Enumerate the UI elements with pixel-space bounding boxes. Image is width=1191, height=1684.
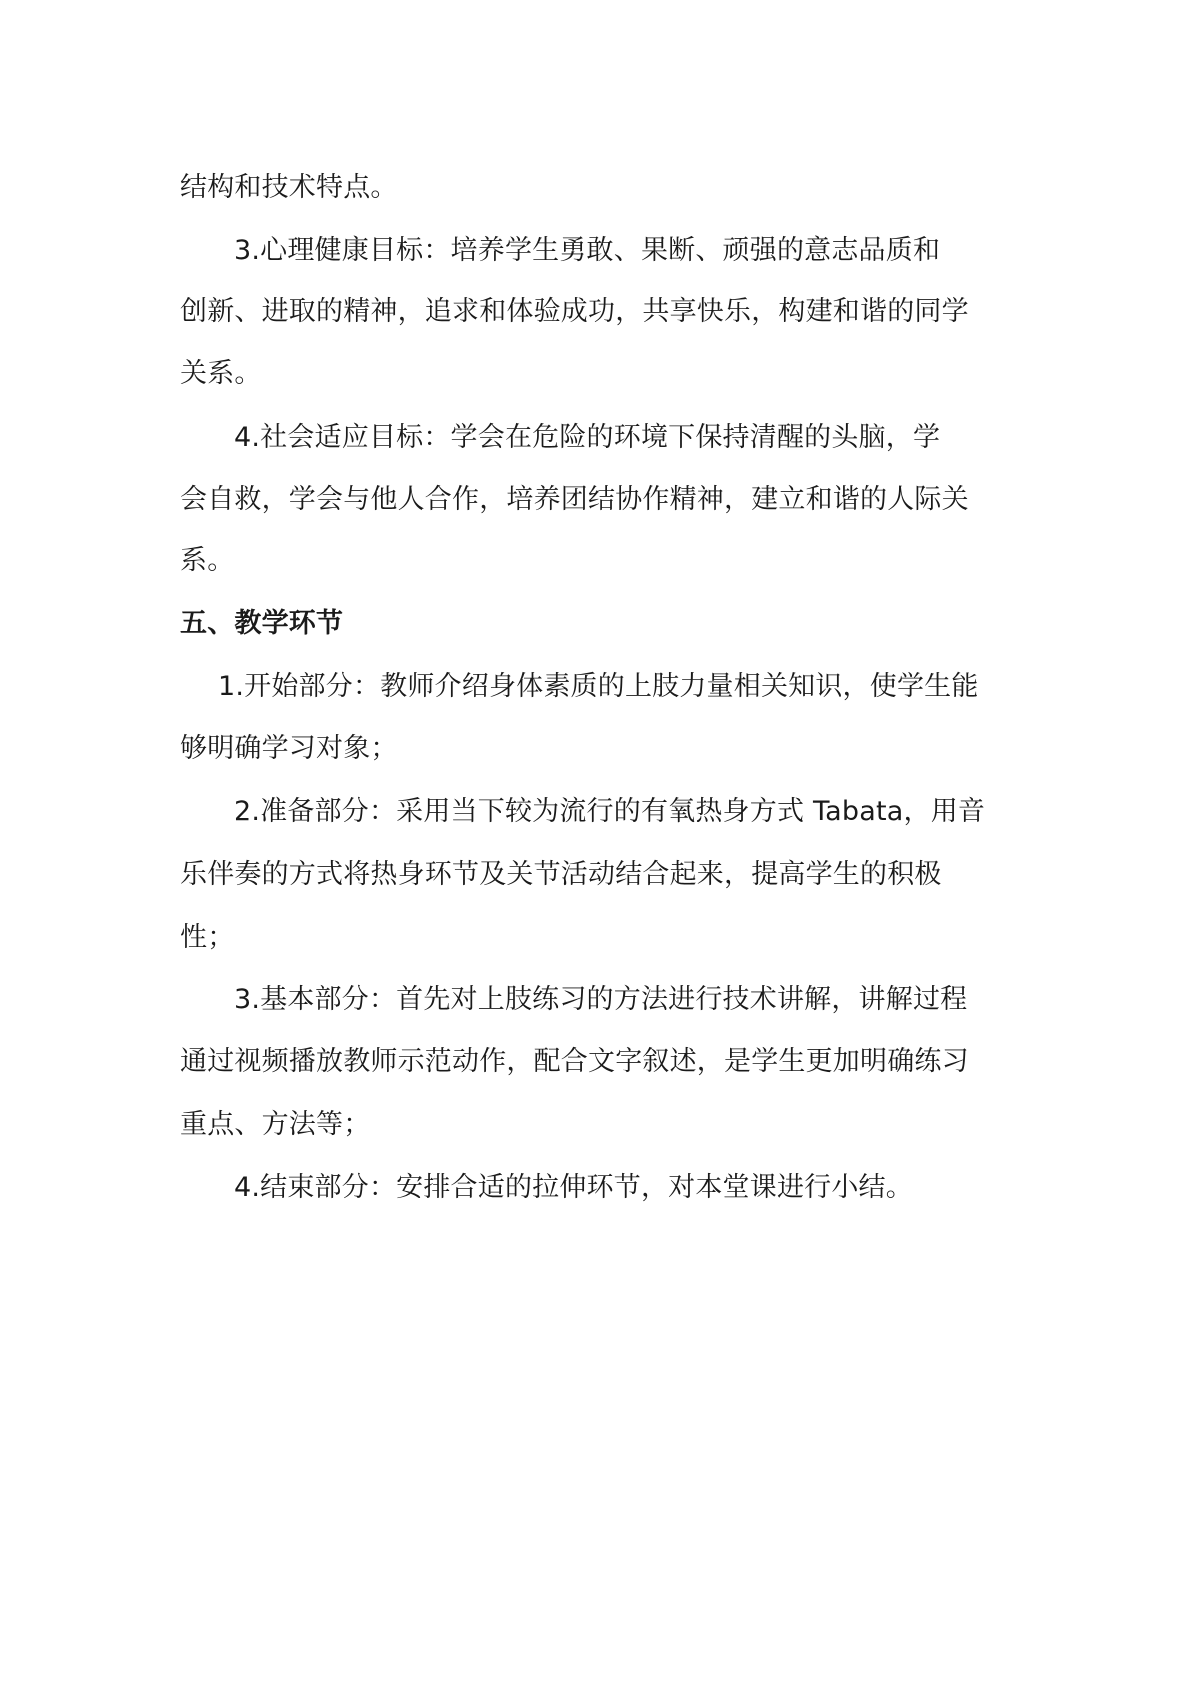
text-line-10: 够明确学习对象； [180, 733, 398, 764]
text-line-12: 乐伴奏的方式将热身环节及关节活动结合起来，提高学生的积极 [180, 859, 942, 890]
text-line-2: 3.心理健康目标：培养学生勇敢、果断、顽强的意志品质和 [234, 235, 941, 266]
text-line-9: 1.开始部分：教师介绍身体素质的上肢力量相关知识，使学生能 [218, 671, 979, 702]
text-line-13: 性； [180, 922, 235, 953]
text-line-5: 4.社会适应目标：学会在危险的环境下保持清醒的头脑，学 [234, 422, 941, 453]
text-line-17: 4.结束部分：安排合适的拉伸环节，对本堂课进行小结。 [234, 1172, 913, 1203]
text-line-11: 2.准备部分：采用当下较为流行的有氧热身方式 Tabata，用音 [234, 796, 986, 827]
section-heading: 五、教学环节 [180, 608, 344, 639]
text-line-4: 关系。 [180, 358, 262, 389]
text-line-15: 通过视频播放教师示范动作，配合文字叙述，是学生更加明确练习 [180, 1046, 969, 1077]
text-line-16: 重点、方法等； [180, 1109, 371, 1140]
text-line-3: 创新、进取的精神，追求和体验成功，共享快乐，构建和谐的同学 [180, 296, 969, 327]
text-line-14: 3.基本部分：首先对上肢练习的方法进行技术讲解，讲解过程 [234, 984, 968, 1015]
text-line-6: 会自救，学会与他人合作，培养团结协作精神，建立和谐的人际关 [180, 484, 969, 515]
text-line-7: 系。 [180, 545, 235, 576]
text-line-1: 结构和技术特点。 [180, 172, 398, 203]
